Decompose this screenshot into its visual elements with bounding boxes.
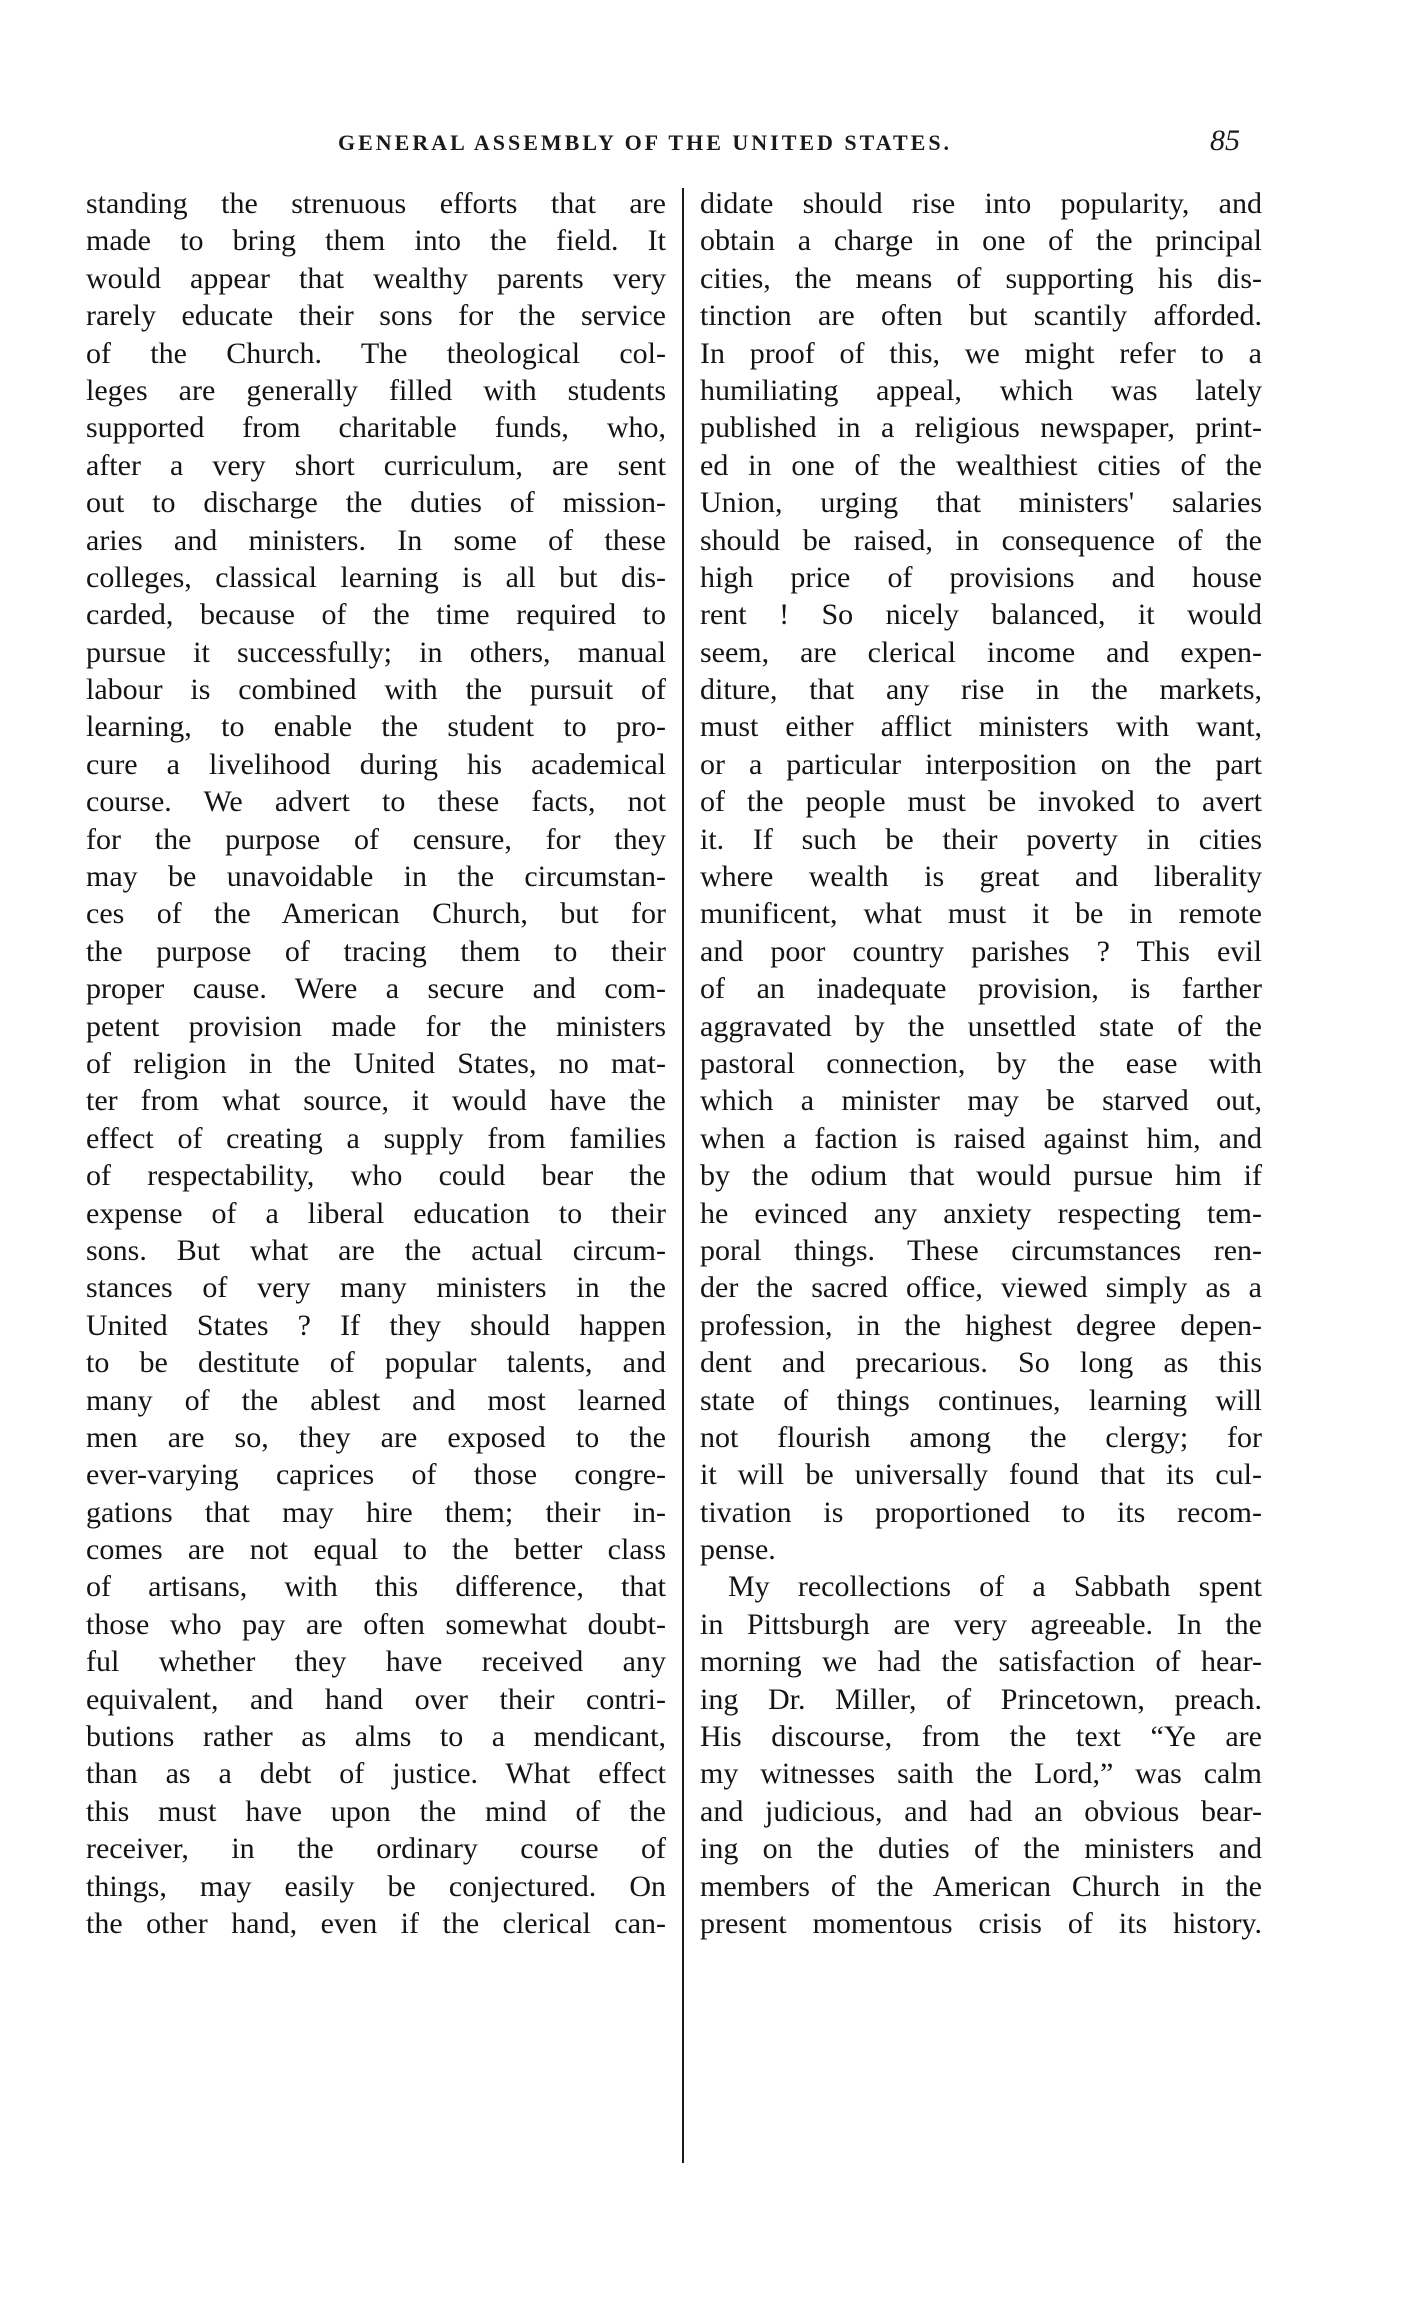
text-line: sons. But what are the actual circum- <box>86 1233 666 1267</box>
text-line: tivation is proportioned to its recom- <box>700 1495 1262 1529</box>
text-line: butions rather as alms to a mendicant, <box>86 1720 666 1754</box>
text-line: and poor country parishes ? This evil <box>700 934 1262 968</box>
text-line: rarely educate their sons for the service <box>86 299 666 333</box>
text-line: didate should rise into popularity, and <box>700 187 1262 220</box>
text-line: humiliating appeal, which was lately <box>700 373 1262 407</box>
text-line: when a faction is raised against him, and <box>700 1121 1262 1155</box>
text-line: members of the American Church in the <box>700 1869 1262 1903</box>
text-line: carded, because of the time required to <box>86 598 666 632</box>
text-line: and judicious, and had an obvious bear- <box>700 1794 1262 1828</box>
text-line: ful whether they have received any <box>86 1645 666 1679</box>
text-line: many of the ablest and most learned <box>86 1383 666 1417</box>
text-line: leges are generally filled with students <box>86 373 666 407</box>
text-line: supported from charitable funds, who, <box>86 411 666 445</box>
text-line: of artisans, with this difference, that <box>86 1570 666 1604</box>
text-line: diture, that any rise in the markets, <box>700 673 1262 707</box>
text-line: aggravated by the unsettled state of the <box>700 1009 1262 1043</box>
text-line: than as a debt of justice. What effect <box>86 1757 666 1791</box>
text-line: cure a livelihood during his academical <box>86 747 666 781</box>
text-line: labour is combined with the pursuit of <box>86 673 666 707</box>
text-line: of the people must be invoked to avert <box>700 785 1262 819</box>
text-line: learning, to enable the student to pro- <box>86 710 666 744</box>
text-line: ing Dr. Miller, of Princetown, preach. <box>700 1682 1262 1716</box>
text-line: of respectability, who could bear the <box>86 1159 666 1193</box>
running-head: GENERAL ASSEMBLY OF THE UNITED STATES. <box>338 130 953 155</box>
text-line: would appear that wealthy parents very <box>86 261 666 295</box>
text-line: state of things continues, learning will <box>700 1383 1262 1417</box>
text-line: der the sacred office, viewed simply as a <box>700 1271 1262 1305</box>
text-line: seem, are clerical income and expen- <box>700 635 1262 669</box>
text-line: course. We advert to these facts, not <box>86 785 666 819</box>
text-line: petent provision made for the ministers <box>86 1009 666 1043</box>
text-line: standing the strenuous efforts that are <box>86 187 666 220</box>
text-line: made to bring them into the field. It <box>86 224 666 258</box>
text-line: His discourse, from the text “Ye are <box>700 1720 1262 1754</box>
text-line: munificent, what must it be in remote <box>700 897 1262 931</box>
text-line: which a minister may be starved out, <box>700 1084 1262 1118</box>
text-line: out to discharge the duties of mission- <box>86 486 666 520</box>
text-line: by the odium that would pursue him if <box>700 1159 1262 1193</box>
column-divider <box>682 188 684 2163</box>
text-line: to be destitute of popular talents, and <box>86 1346 666 1380</box>
text-line: stances of very many ministers in the <box>86 1271 666 1305</box>
text-line: not flourish among the clergy; for <box>700 1420 1262 1454</box>
text-line: my witnesses saith the Lord,” was calm <box>700 1757 1262 1791</box>
text-line: high price of provisions and house <box>700 560 1262 594</box>
text-line: receiver, in the ordinary course of <box>86 1832 666 1866</box>
page-number: 85 <box>1210 124 1240 157</box>
text-line: he evinced any anxiety respecting tem- <box>700 1196 1262 1230</box>
left-text-column <box>86 185 666 1942</box>
text-line: ed in one of the wealthiest cities of the <box>700 448 1262 482</box>
text-line: ces of the American Church, but for <box>86 897 666 931</box>
text-line: aries and ministers. In some of these <box>86 523 666 557</box>
text-line: gations that may hire them; their in- <box>86 1495 666 1529</box>
text-line: colleges, classical learning is all but dis- <box>86 560 666 594</box>
text-line: of religion in the United States, no mat- <box>86 1046 666 1080</box>
text-line: for the purpose of censure, for they <box>86 822 666 856</box>
text-line: poral things. These circumstances ren- <box>700 1233 1262 1267</box>
text-line: equivalent, and hand over their contri- <box>86 1682 666 1716</box>
text-line: or a particular interposition on the part <box>700 747 1262 781</box>
text-line: in Pittsburgh are very agreeable. In the <box>700 1607 1262 1641</box>
text-line: those who pay are often somewhat doubt- <box>86 1607 666 1641</box>
text-line: men are so, they are exposed to the <box>86 1420 666 1454</box>
text-line: may be unavoidable in the circumstan- <box>86 860 666 894</box>
text-line: pastoral connection, by the ease with <box>700 1046 1262 1080</box>
text-line: United States ? If they should happen <box>86 1308 666 1342</box>
text-line: of the Church. The theological col- <box>86 336 666 370</box>
text-line: published in a religious newspaper, print- <box>700 411 1262 445</box>
text-line: ever-varying caprices of those congre- <box>86 1458 666 1492</box>
text-line: the other hand, even if the clerical can- <box>86 1906 666 1940</box>
text-line: expense of a liberal education to their <box>86 1196 666 1230</box>
text-line: of an inadequate provision, is farther <box>700 972 1262 1006</box>
text-line: it. If such be their poverty in cities <box>700 822 1262 856</box>
text-line: cities, the means of supporting his dis- <box>700 261 1262 295</box>
text-line: things, may easily be conjectured. On <box>86 1869 666 1903</box>
text-line: proper cause. Were a secure and com- <box>86 972 666 1006</box>
text-line: pursue it successfully; in others, manual <box>86 635 666 669</box>
text-line: Union, urging that ministers' salaries <box>700 486 1262 520</box>
text-line: rent ! So nicely balanced, it would <box>700 598 1262 632</box>
right-text-column <box>700 185 1262 1942</box>
text-line: profession, in the highest degree depen- <box>700 1308 1262 1342</box>
text-line: ing on the duties of the ministers and <box>700 1832 1262 1866</box>
text-line: comes are not equal to the better class <box>86 1533 666 1567</box>
text-line: present momentous crisis of its history. <box>700 1906 1262 1940</box>
text-line: must either afflict ministers with want, <box>700 710 1262 744</box>
text-line: My recollections of a Sabbath spent <box>728 1570 1262 1604</box>
text-line: ter from what source, it would have the <box>86 1084 666 1118</box>
text-line: obtain a charge in one of the principal <box>700 224 1262 258</box>
text-line: tinction are often but scantily afforded. <box>700 299 1262 333</box>
text-line: the purpose of tracing them to their <box>86 934 666 968</box>
text-line: it will be universally found that its cul- <box>700 1458 1262 1492</box>
text-line: pense. <box>700 1533 776 1567</box>
text-line: should be raised, in consequence of the <box>700 523 1262 557</box>
text-line: effect of creating a supply from families <box>86 1121 666 1155</box>
text-line: after a very short curriculum, are sent <box>86 448 666 482</box>
text-line: In proof of this, we might refer to a <box>700 336 1262 370</box>
text-line: morning we had the satisfaction of hear- <box>700 1645 1262 1679</box>
text-line: dent and precarious. So long as this <box>700 1346 1262 1380</box>
text-line: where wealth is great and liberality <box>700 860 1262 894</box>
text-line: this must have upon the mind of the <box>86 1794 666 1828</box>
